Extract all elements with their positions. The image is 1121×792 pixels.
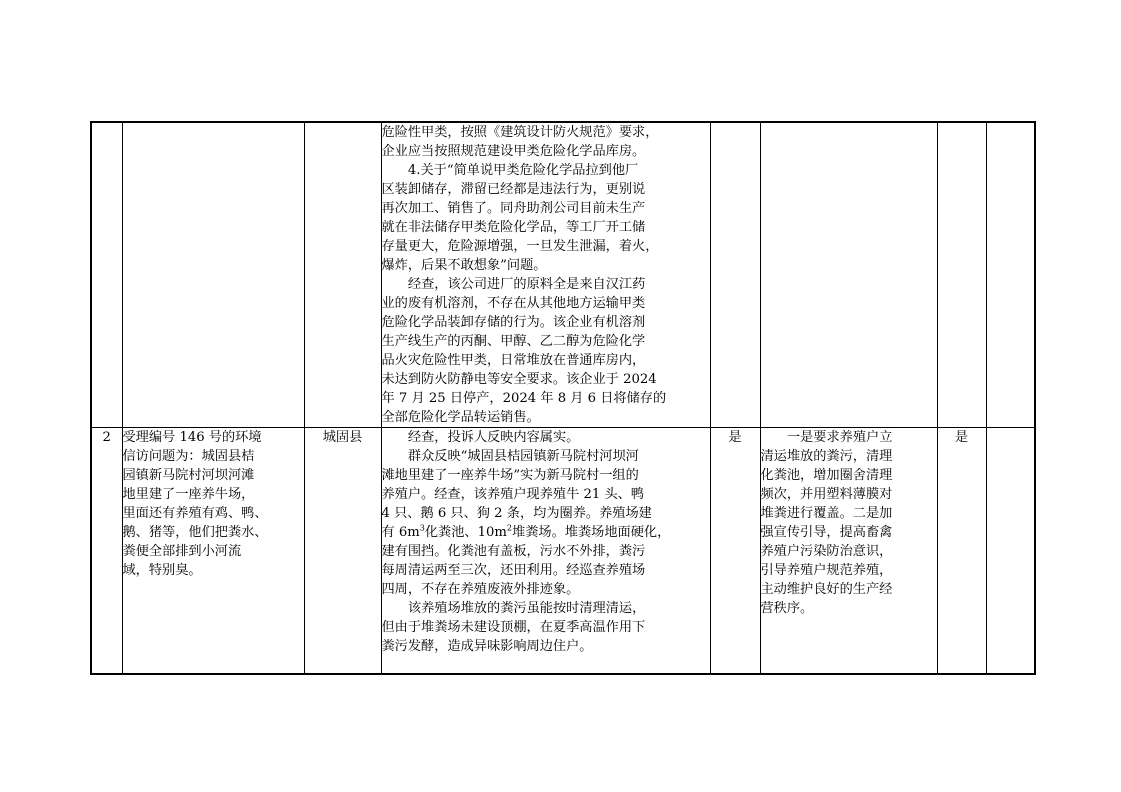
table-row: [91, 122, 1035, 428]
result-line: 未达到防火防静电等安全要求。该企业于 2024: [381, 372, 657, 387]
measure-line: 主动维护良好的生产经: [760, 582, 893, 597]
measure-line: 强宣传引导，提高畜禽: [760, 525, 893, 540]
measure-line: 清运堆放的粪污，清理: [760, 449, 893, 464]
result-line: 年 7 月 25 日停产，2024 年 8 月 6 日将储存的: [381, 391, 667, 406]
result-line: 滩地里建了一座养牛场”实为新马院村一组的: [381, 468, 639, 483]
result-line: 该养殖场堆放的粪污虽能按时清理清运，: [407, 601, 646, 616]
result-line: 经查，投诉人反映内容属实。: [407, 430, 580, 445]
issue-line: 鹅、猪等，他们把粪水、: [122, 525, 268, 540]
result-line: 区装卸储存，滞留已经都是违法行为，更别说: [381, 182, 646, 197]
measure-line: 频次，并用塑料薄膜对: [760, 487, 893, 502]
issue-line: 域，特别臭。: [122, 563, 202, 578]
result-line: 粪污发酵，造成异味影响周边住户。: [381, 639, 593, 654]
measure-line: 引导养殖户规范养殖，: [760, 563, 893, 578]
issue-line: 粪便全部排到小河流: [122, 544, 242, 559]
result-line: 就在非法储存甲类危险化学品，等工厂开工储: [381, 220, 646, 235]
result-line: 但由于堆粪场未建设顶棚，在夏季高温作用下: [381, 620, 646, 635]
issue-line: 信访问题为：城固县桔: [122, 449, 255, 464]
issue-line: 受理编号 146 号的环境: [122, 430, 262, 445]
measure-line: 一是要求养殖户立: [786, 430, 893, 445]
result-line: 再次加工、销售了。同舟助剂公司目前未生产: [381, 201, 646, 216]
table-row: [91, 428, 1035, 674]
result-line: 企业应当按照规范建设甲类危险化学品库房。: [381, 144, 646, 159]
result-line: 危险化学品装卸存储的行为。该企业有机溶剂: [381, 315, 646, 330]
result-line: 业的废有机溶剂，不存在从其他地方运输甲类: [381, 296, 646, 311]
row-number-cell: [91, 122, 122, 428]
result-text: 堆粪场。堆粪场地面硬化，: [512, 525, 671, 540]
verified-cell: [710, 122, 760, 428]
issue-line: 地里建了一座养牛场，: [122, 487, 255, 502]
result-line: 四周，不存在养殖废液外排迹象。: [381, 582, 580, 597]
result-line: 养殖户。经查，该养殖户现养殖牛 21 头、鸭: [381, 487, 645, 502]
measure-line: 堆粪进行覆盖。二是加: [760, 506, 893, 521]
issue-cell: [122, 428, 304, 674]
resolved-cell: 是: [937, 428, 986, 674]
verified-cell: 是: [710, 428, 760, 674]
measure-line: 化粪池，增加圈舍清理: [760, 468, 893, 483]
measures-cell: [760, 122, 937, 428]
superscript: 3: [419, 523, 425, 533]
result-line: 爆炸，后果不敢想象”问题。: [381, 258, 547, 273]
county-cell: [304, 122, 381, 428]
measure-line: 养殖户污染防治意识，: [760, 544, 893, 559]
result-line: 全部危险化学品转运销售。: [381, 410, 540, 425]
measure-line: 营秩序。: [760, 601, 814, 616]
issue-cell: [122, 122, 304, 428]
result-line: 4.关于“简单说甲类危险化学品拉到他厂: [407, 163, 639, 178]
result-text: 化粪池、10m: [424, 525, 507, 540]
result-line: 存量更大，危险源增强，一旦发生泄漏，着火，: [381, 239, 659, 254]
complaint-table: [90, 121, 1036, 675]
remarks-cell: [986, 428, 1035, 674]
remarks-cell: [986, 122, 1035, 428]
result-line: [382, 523, 710, 542]
result-line: 群众反映“城固县桔园镇新马院村河坝河: [407, 449, 639, 464]
measures-cell: [760, 428, 937, 674]
result-line: 经查，该公司进厂的原料全是来自汉江药: [407, 277, 646, 292]
row-number-cell: 2: [91, 428, 122, 674]
investigation-result-cell: [381, 428, 710, 674]
resolved-cell: [937, 122, 986, 428]
result-text: 有 6m: [381, 525, 420, 540]
result-line: 4 只、鹅 6 只、狗 2 条，均为圈养。养殖场建: [381, 506, 652, 521]
result-line: 品火灾危险性甲类，日常堆放在普通库房内，: [381, 353, 646, 368]
issue-line: 里面还有养殖有鸡、鸭、: [122, 506, 268, 521]
result-line: 危险性甲类，按照《建筑设计防火规范》要求，: [381, 125, 659, 140]
result-line: 建有围挡。化粪池有盖板，污水不外排，粪污: [381, 544, 646, 559]
result-line: 每周清运两至三次，还田利用。经巡查养殖场: [381, 563, 646, 578]
investigation-result-cell: [381, 122, 710, 428]
superscript: 2: [506, 523, 513, 533]
issue-line: 园镇新马院村河坝河滩: [122, 468, 255, 483]
county-cell: 城固县: [304, 428, 381, 674]
result-line: 生产线生产的丙酮、甲醇、乙二醇为危险化学: [381, 334, 646, 349]
